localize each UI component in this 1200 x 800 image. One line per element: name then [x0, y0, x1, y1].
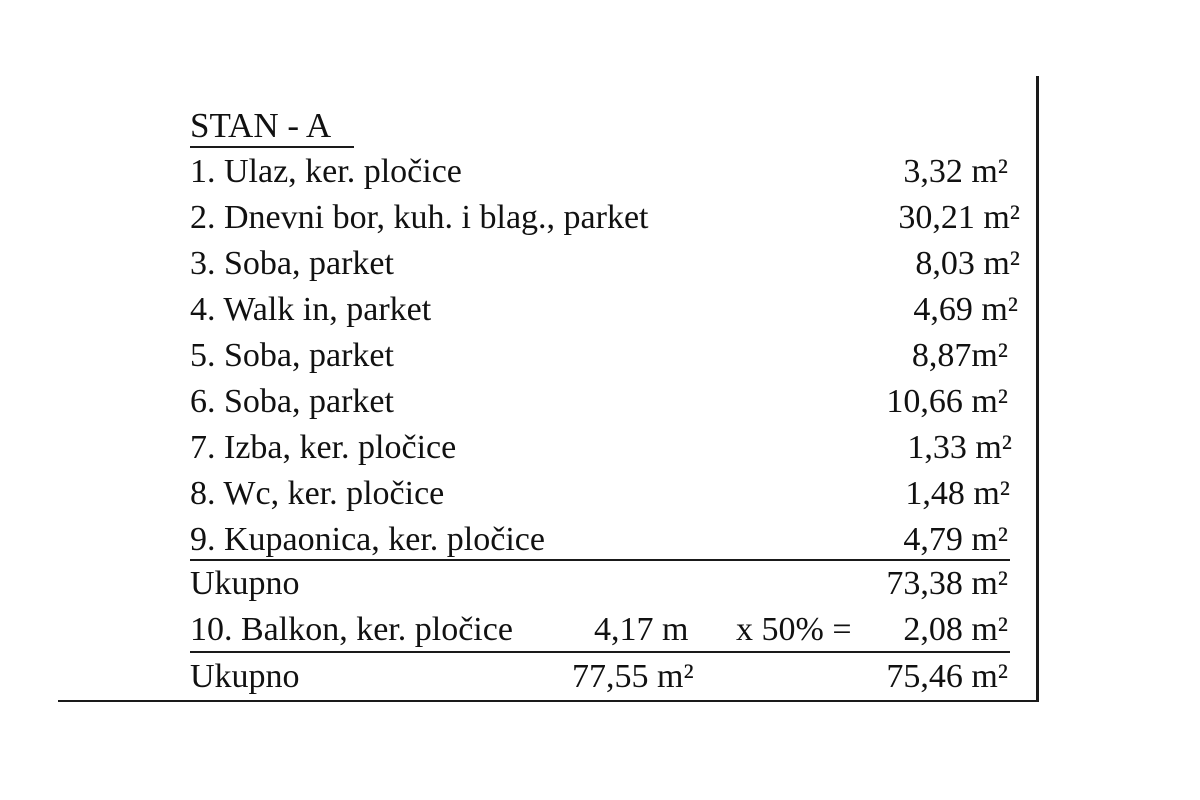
subtotal-row: [190, 562, 1010, 606]
subtotal-rule: [190, 559, 1010, 561]
subtotal-label: Ukupno: [190, 565, 300, 602]
room-row: [190, 288, 1018, 332]
room-row: [190, 334, 1010, 378]
frame-right-border: [1036, 76, 1039, 702]
room-area: 30,21 m²: [898, 199, 1020, 236]
room-row: [190, 242, 1020, 286]
title-underline: [190, 146, 354, 148]
total-net-area: 75,46 m²: [886, 658, 1008, 695]
total-label: Ukupno: [190, 658, 300, 695]
total-row: [190, 655, 1010, 699]
room-area: 8,03 m²: [915, 245, 1020, 282]
room-area: 4,79 m²: [903, 521, 1008, 558]
room-label: 6. Soba, parket: [190, 383, 394, 420]
room-area: 4,69 m²: [913, 291, 1018, 328]
frame-bottom-border: [58, 700, 1039, 702]
room-row: [190, 472, 1010, 516]
room-area: 1,48 m²: [905, 475, 1010, 512]
page-title: STAN - A: [190, 106, 332, 145]
room-label: 5. Soba, parket: [190, 337, 394, 374]
room-row: [190, 196, 1020, 240]
balcony-gross-area: 4,17 m: [594, 611, 689, 648]
room-row: [190, 426, 1010, 470]
room-label: 8. Wc, ker. pločice: [190, 475, 445, 512]
balcony-net-area: 2,08 m²: [903, 611, 1008, 648]
room-area: 8,87m²: [911, 337, 1008, 374]
balcony-factor: x 50% =: [736, 611, 852, 648]
room-area: 3,32 m²: [903, 153, 1008, 190]
room-area: 10,66 m²: [886, 383, 1008, 420]
room-label: 4. Walk in, parket: [190, 291, 432, 328]
room-label: 3. Soba, parket: [190, 245, 394, 282]
room-area: 1,33 m²: [907, 429, 1012, 466]
total-gross-area: 77,55 m²: [572, 658, 694, 695]
room-label: 9. Kupaonica, ker. pločice: [190, 521, 545, 558]
balcony-row: [190, 608, 1010, 652]
room-row: [190, 518, 1010, 562]
balcony-label: 10. Balkon, ker. pločice: [190, 611, 513, 648]
room-label: 7. Izba, ker. pločice: [190, 429, 457, 466]
room-label: 2. Dnevni bor, kuh. i blag., parket: [190, 199, 649, 236]
room-row: [190, 380, 1010, 424]
subtotal-area: 73,38 m²: [886, 565, 1008, 602]
total-rule: [190, 651, 1010, 653]
room-row: [190, 150, 1010, 194]
room-label: 1. Ulaz, ker. pločice: [190, 153, 462, 190]
